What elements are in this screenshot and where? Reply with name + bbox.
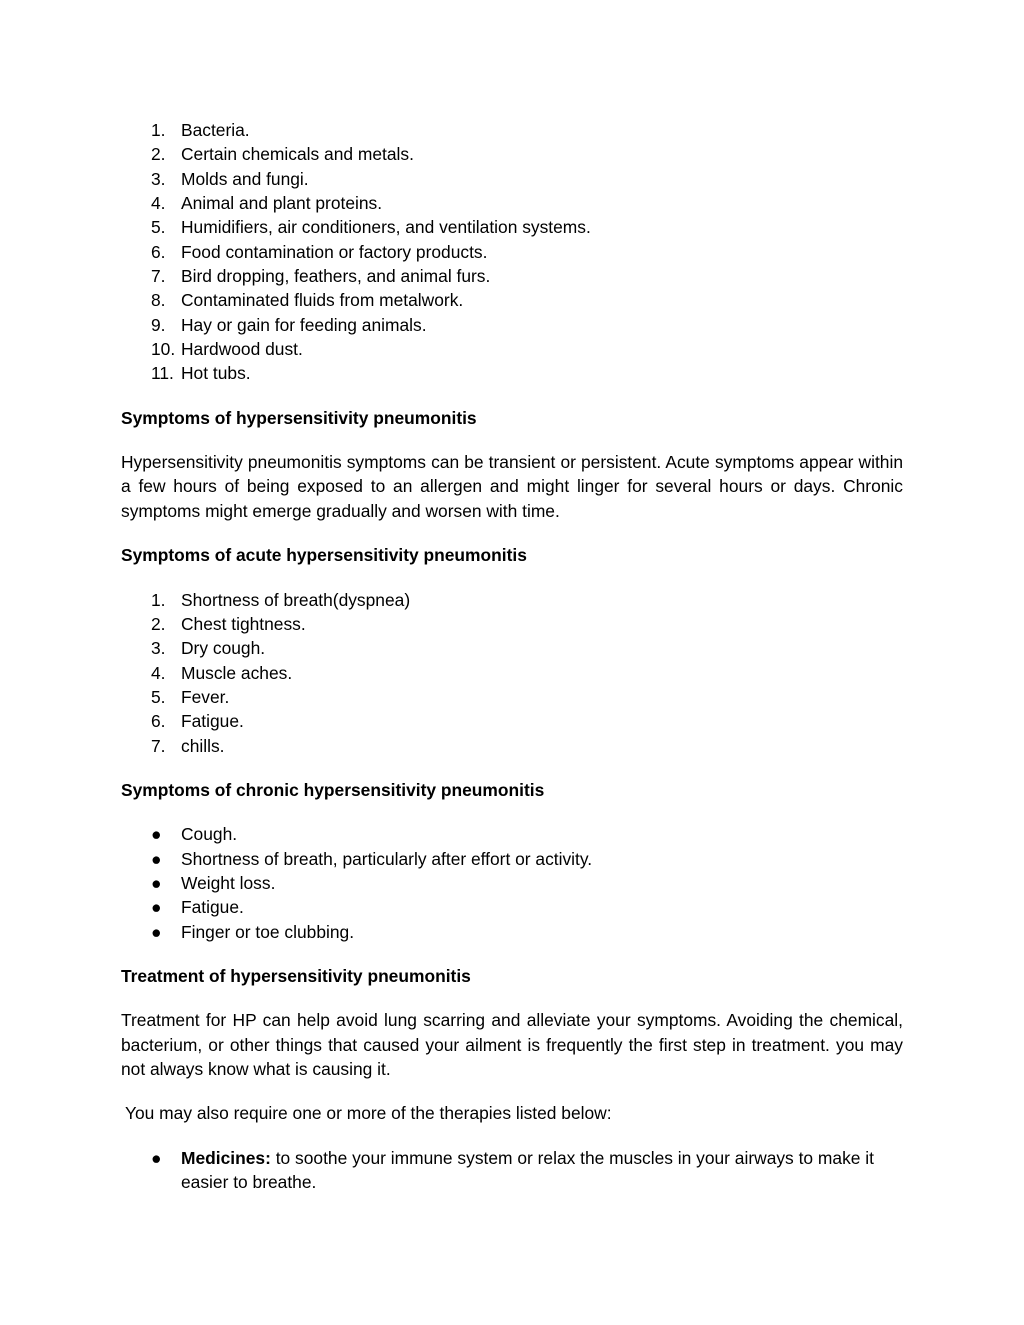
- spacer: [121, 523, 903, 543]
- list-item: [121, 337, 903, 361]
- list-item: [121, 871, 903, 895]
- list-item: [121, 264, 903, 288]
- list-item-text: Shortness of breath(dyspnea): [181, 589, 411, 610]
- list-item: [121, 847, 903, 871]
- list-item: [121, 636, 903, 660]
- section-heading-acute: Symptoms of acute hypersensitivity pneumonitis: [121, 545, 527, 566]
- section-heading-symptoms: Symptoms of hypersensitivity pneumonitis: [121, 407, 477, 428]
- list-item-text: Shortness of breath, particularly after effort or activity.: [181, 848, 593, 869]
- list-number: 5.: [151, 686, 166, 707]
- list-number: 1.: [151, 589, 166, 610]
- list-number: 3.: [151, 638, 166, 659]
- document-page: [121, 118, 903, 1194]
- list-item-text: Certain chemicals and metals.: [181, 144, 414, 165]
- list-item-text: Muscle aches.: [181, 662, 293, 683]
- list-item-text: Fever.: [181, 686, 230, 707]
- bullet-icon: ●: [151, 897, 162, 918]
- spacer: [121, 758, 903, 778]
- list-item: [121, 895, 903, 919]
- list-item-text: Finger or toe clubbing.: [181, 921, 355, 942]
- list-item: [121, 167, 903, 191]
- list-number: 6.: [151, 241, 166, 262]
- therapies-intro: You may also require one or more of the therapies listed below:: [125, 1103, 612, 1124]
- list-number: 6.: [151, 711, 166, 732]
- list-item-text: Fatigue.: [181, 711, 244, 732]
- list-item: [121, 920, 903, 944]
- list-number: 4.: [151, 662, 166, 683]
- list-item: [121, 612, 903, 636]
- list-item: [121, 734, 903, 758]
- list-number: 4.: [151, 193, 166, 214]
- list-item: [121, 240, 903, 264]
- bullet-icon: ●: [151, 921, 162, 942]
- spacer: [121, 802, 903, 822]
- section-heading-chronic: Symptoms of chronic hypersensitivity pneumonitis: [121, 779, 545, 800]
- list-item: [121, 588, 903, 612]
- list-item-text: Weight loss.: [181, 872, 276, 893]
- list-item: [121, 661, 903, 685]
- bullet-icon: ●: [151, 1147, 162, 1168]
- spacer: [121, 386, 903, 406]
- therapies-list: [121, 1146, 903, 1195]
- list-item-text: Animal and plant proteins.: [181, 193, 383, 214]
- list-number: 10.: [151, 339, 176, 360]
- list-number: 2.: [151, 613, 166, 634]
- list-item-text: Bird dropping, feathers, and animal furs.: [181, 266, 491, 287]
- acute-symptoms-list: [121, 588, 903, 758]
- list-item: [121, 142, 903, 166]
- spacer: [121, 1081, 903, 1101]
- spacer: [121, 944, 903, 964]
- list-item-text: Molds and fungi.: [181, 168, 309, 189]
- list-item-text: Contaminated fluids from metalwork.: [181, 290, 464, 311]
- causes-list: [121, 118, 903, 386]
- list-item-text: Hot tubs.: [181, 363, 251, 384]
- list-number: 2.: [151, 144, 166, 165]
- therapy-text: to soothe your immune system or relax the muscles in your airways to make it easier to breathe.: [181, 1147, 874, 1193]
- list-item: [121, 118, 903, 142]
- list-item-text: Dry cough.: [181, 638, 266, 659]
- spacer: [121, 568, 903, 588]
- therapy-label: Medicines:: [181, 1147, 271, 1168]
- section-heading-treatment: Treatment of hypersensitivity pneumonitis: [121, 965, 471, 986]
- list-number: 9.: [151, 314, 166, 335]
- chronic-symptoms-list: [121, 822, 903, 944]
- spacer: [121, 988, 903, 1008]
- list-item: [121, 1146, 903, 1195]
- list-number: 5.: [151, 217, 166, 238]
- list-item: [121, 709, 903, 733]
- list-number: 3.: [151, 168, 166, 189]
- list-item-text: Hardwood dust.: [181, 339, 303, 360]
- list-item-text: Humidifiers, air conditioners, and ventilation systems.: [181, 217, 591, 238]
- bullet-icon: ●: [151, 824, 162, 845]
- list-item-text: Bacteria.: [181, 120, 250, 140]
- symptoms-paragraph: Hypersensitivity pneumonitis symptoms can be transient or persistent. Acute symptoms appear within a few hours of being exposed to an allergen and might linger for several hours or days. Chronic symptoms might emerge gradually and worsen with time.: [121, 452, 903, 521]
- list-number: 7.: [151, 735, 166, 756]
- list-item: [121, 361, 903, 385]
- list-number: 1.: [151, 120, 166, 140]
- spacer: [121, 1126, 903, 1146]
- bullet-icon: ●: [151, 848, 162, 869]
- list-item: [121, 313, 903, 337]
- list-item-text: Food contamination or factory products.: [181, 241, 488, 262]
- list-item-text: Chest tightness.: [181, 613, 306, 634]
- list-item: [121, 215, 903, 239]
- spacer: [121, 430, 903, 450]
- list-item-text: chills.: [181, 735, 225, 756]
- list-item-text: Hay or gain for feeding animals.: [181, 314, 427, 335]
- list-item: [121, 191, 903, 215]
- treatment-paragraph: Treatment for HP can help avoid lung scarring and alleviate your symptoms. Avoiding the chemical, bacterium, or other things that caused your ailment is frequently the first step in treatment. you may not always know what is causing it.: [121, 1010, 903, 1079]
- list-item: [121, 685, 903, 709]
- bullet-icon: ●: [151, 872, 162, 893]
- list-number: 8.: [151, 290, 166, 311]
- list-item-text: Fatigue.: [181, 897, 244, 918]
- list-item: [121, 288, 903, 312]
- list-item: [121, 822, 903, 846]
- list-number: 11.: [151, 363, 174, 384]
- list-number: 7.: [151, 266, 166, 287]
- list-item-text: Cough.: [181, 824, 238, 845]
